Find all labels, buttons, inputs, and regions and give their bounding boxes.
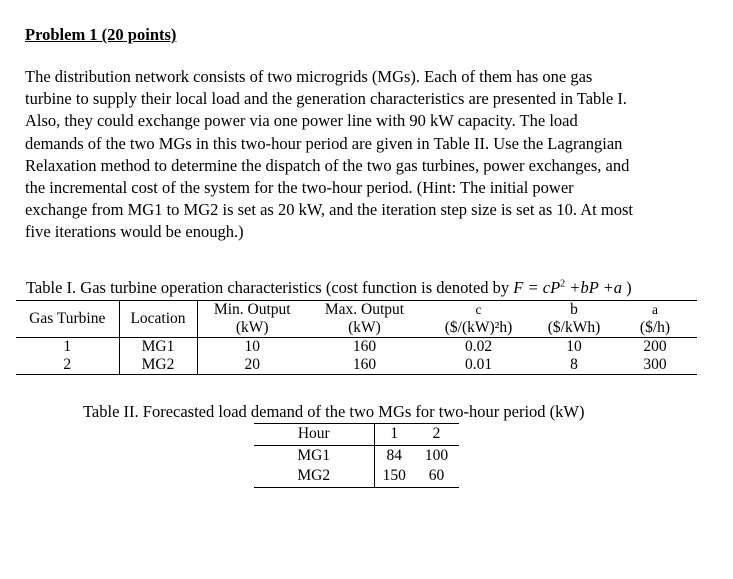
formula-a: a [613, 278, 622, 297]
formula-close: ) [621, 278, 632, 297]
header-b: b [535, 301, 613, 320]
cell-hour-1: 84 [386, 446, 402, 464]
table2-header-row [254, 424, 459, 446]
unit-b: ($/kWh) [535, 319, 613, 338]
formula-lhs: F [513, 278, 524, 297]
formula-b: b [580, 278, 589, 297]
cell-b: 8 [535, 356, 613, 375]
cell-a: 200 [643, 338, 667, 355]
cell-b: 10 [566, 338, 582, 355]
header-hour-2: 2 [414, 424, 459, 446]
table1-caption [26, 278, 632, 298]
cell-min-output: 10 [244, 338, 260, 355]
table2-load-demand [254, 423, 459, 488]
cell-location: MG1 [119, 338, 197, 357]
formula-c: c [542, 278, 551, 297]
statement-line: turbine to supply their local load and the generation characteristics are presented in Table I. [25, 89, 627, 109]
header-hour-1: 1 [374, 424, 414, 446]
table1-gas-turbine-characteristics [16, 300, 697, 375]
table-row [16, 356, 697, 375]
statement-line: Also, they could exchange power via one power line with 90 kW capacity. The load [25, 111, 578, 131]
header-c: c [422, 301, 535, 320]
cost-function-formula [513, 278, 631, 297]
cell-mg-label: MG1 [254, 445, 374, 466]
cell-location: MG2 [119, 356, 197, 375]
statement-line: demands of the two MGs in this two-hour period are given in Table II. Use the Lagrangian [25, 133, 623, 153]
table-row [16, 338, 697, 357]
cell-max-output: 160 [307, 356, 422, 375]
header-a: a [613, 301, 697, 320]
cell-gas-turbine: 1 [16, 338, 119, 357]
table-row [254, 466, 459, 487]
statement-line: exchange from MG1 to MG2 is set as 20 kW, and the iteration step size is set as 10. At most [25, 200, 633, 220]
cell-hour-2: 60 [414, 466, 459, 487]
cell-gas-turbine: 2 [16, 356, 119, 375]
cell-min-output: 20 [197, 356, 307, 375]
formula-p1: P [550, 278, 561, 297]
table1-header-row [16, 301, 697, 320]
statement-line: Relaxation method to determine the dispatch of the two gas turbines, power exchanges, and [25, 155, 630, 175]
statement-line: five iterations would be enough.) [25, 222, 244, 242]
statement-line: the incremental cost of the system for the two-hour period. (Hint: The initial power [25, 178, 574, 198]
formula-plus1: + [565, 278, 581, 297]
formula-square: 2 [560, 278, 566, 290]
cell-c: 0.01 [422, 356, 535, 375]
cell-hour-1: 150 [374, 466, 414, 487]
unit-a: ($/h) [613, 319, 697, 338]
table-row [254, 445, 459, 466]
cell-c: 0.02 [464, 338, 493, 355]
header-hour: Hour [254, 424, 374, 446]
formula-eq: = [523, 278, 543, 297]
table1-caption-text: Table I. Gas turbine operation characteristics (cost function is denoted by [26, 278, 510, 297]
problem-title: Problem 1 (20 points) [25, 25, 177, 44]
formula-plus2: + [598, 278, 614, 297]
formula-p2: P [588, 278, 599, 297]
statement-line: The distribution network consists of two microgrids (MGs). Each of them has one gas [25, 67, 593, 86]
unit-max-output: (kW) [307, 319, 422, 338]
table2-caption: Table II. Forecasted load demand of the two MGs for two-hour period (kW) [83, 402, 585, 421]
cell-hour-2: 100 [424, 446, 449, 464]
cell-max-output: 160 [352, 338, 377, 355]
cell-mg-label: MG2 [254, 466, 374, 487]
header-location: Location [119, 301, 197, 338]
header-gas-turbine: Gas Turbine [16, 301, 119, 338]
unit-min-output: (kW) [197, 319, 307, 338]
header-max-output: Max. Output [307, 301, 422, 320]
problem-statement [25, 66, 715, 244]
cell-a: 300 [613, 356, 697, 375]
unit-c: ($/(kW)²h) [422, 319, 535, 338]
header-min-output: Min. Output [197, 301, 307, 320]
